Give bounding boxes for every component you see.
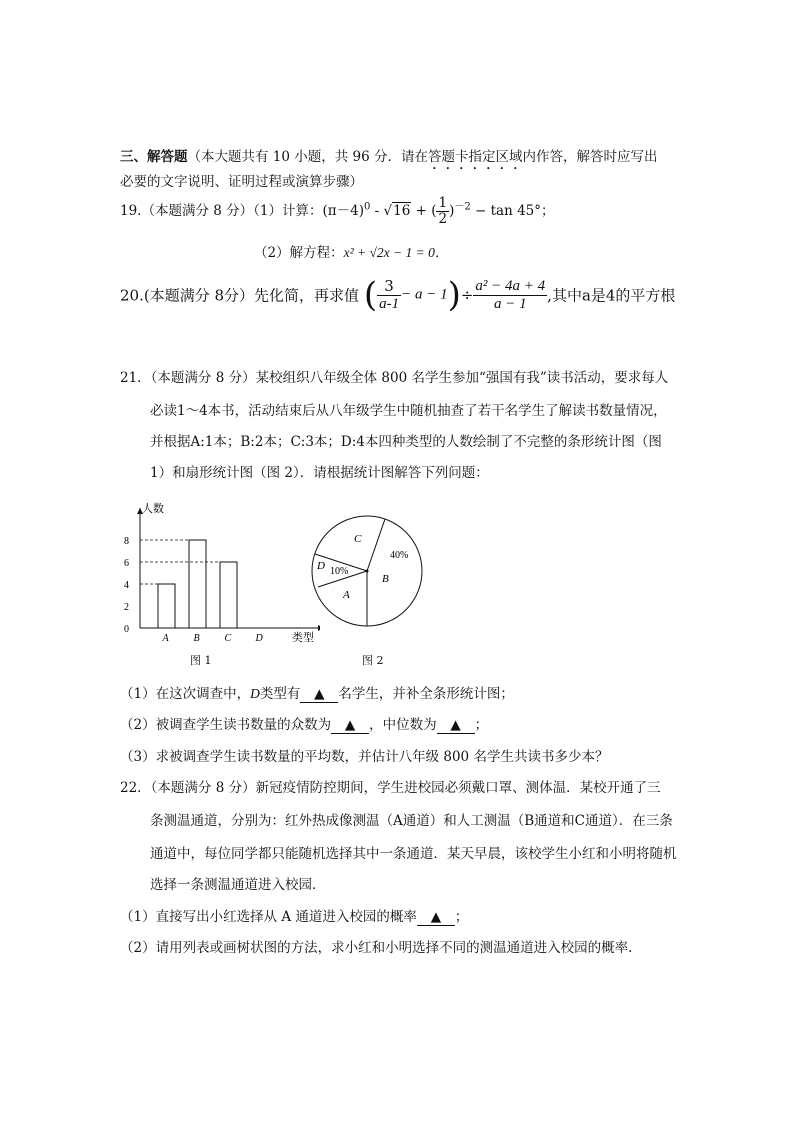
pie-label-c: C — [354, 533, 362, 545]
q19-plus: + ( — [411, 202, 437, 219]
y-tick-label: 2 — [124, 602, 129, 613]
q21-sub2-b: ，中位数为 — [369, 717, 437, 733]
y-tick-label: 4 — [124, 580, 129, 591]
x-axis-label: 类型 — [292, 632, 314, 644]
q20-f1-num: 3 — [377, 278, 401, 296]
section-intro-dotted: 答题卡指定区域 — [428, 149, 523, 165]
q19-minus: - — [370, 202, 384, 219]
y-tick-label: 8 — [124, 536, 129, 547]
q21-sub2-c: ； — [474, 717, 489, 733]
pie-percent-d: 10% — [330, 566, 349, 577]
q22-line3: 通道中，每位同学都只能随机选择其中一条通道．某天早晨，该校学生小红和小明将随机 — [150, 846, 677, 862]
q22-sub1 — [120, 905, 468, 926]
bar-a — [158, 584, 175, 628]
q20-f2-den: a − 1 — [493, 295, 527, 312]
y-tick-label: 6 — [124, 558, 129, 569]
q19-end: ； — [541, 202, 555, 219]
bar-chart — [110, 490, 320, 650]
section-intro-line2: 必要的文字说明、证明过程或演算步骤） — [120, 174, 363, 190]
q19-part2-label: （2）解方程： — [254, 245, 344, 261]
q19-exp-neg2: －2 — [454, 201, 471, 213]
q21-sub1-a: （1）在这次调查中， — [120, 686, 251, 702]
q20-paren-close: ) — [447, 275, 461, 315]
q22-sub1-text: （1）直接写出小红选择从 A 通道进入校园的概率 — [120, 909, 417, 925]
y-axis-label: 人数 — [142, 503, 164, 515]
answer-blank-2[interactable]: ▲ — [331, 717, 369, 734]
q20-label: 20.(本题满分 8分）先化简，再求值 — [120, 286, 360, 305]
fig2-caption: 图 2 — [362, 654, 384, 667]
section-intro-2: 内作答，解答时应写出 — [522, 149, 658, 165]
q22-sub2: （2）请用列表或画树状图的方法，求小红和小明选择不同的测温通道进入校园的概率． — [120, 940, 642, 956]
q20-fraction-1 — [377, 278, 401, 312]
q21-sub1 — [120, 682, 514, 703]
x-tick-label: D — [255, 633, 263, 644]
bar-b — [189, 540, 206, 628]
y-tick-label: 0 — [124, 624, 129, 635]
q19-tan: − tan 45° — [470, 202, 542, 219]
q19-sqrt-arg: 16 — [393, 202, 411, 219]
q21-sub3: （3）求被调查学生读书数量的平均数，并估计八年级 800 名学生共读书多少本？ — [120, 749, 609, 765]
x-tick-label: C — [224, 633, 232, 644]
q20-tail: ,其中a是4的平方根 — [547, 286, 676, 305]
q19-close: ) — [449, 202, 455, 219]
q22-sub1-end: ； — [454, 909, 469, 925]
q19-frac-den: 2 — [438, 210, 448, 227]
q20-f2-num: a² − 4a + 4 — [475, 278, 546, 294]
q22-line4: 选择一条测温通道进入校园． — [150, 877, 326, 893]
pie-chart — [306, 512, 430, 636]
q19-frac-num: 1 — [438, 195, 448, 211]
q22-line2: 条测温通道，分别为：红外热成像测温（A通道）和人工测温（B通道和C通道）．在三条 — [150, 813, 673, 829]
q19-exp0: 0 — [363, 201, 371, 213]
fig1-caption: 图 1 — [190, 654, 212, 667]
x-tick-label: B — [193, 633, 200, 644]
q21-line1: 21．（本题满分 8 分）某校组织八年级全体 800 名学生参加“强国有我”读书活动，要求每人 — [120, 370, 669, 386]
answer-blank-1[interactable]: ▲ — [300, 686, 338, 703]
bar-c — [220, 562, 237, 628]
q20-paren-open: ( — [363, 275, 378, 315]
q21-sub1-b: 类型有 — [259, 686, 301, 702]
answer-blank-3[interactable]: ▲ — [437, 717, 475, 734]
q19-label: 19.（本题满分 8 分）（1）计算：(π－4) — [120, 202, 364, 219]
q19-fraction — [436, 196, 449, 227]
q20-fraction-2 — [473, 278, 547, 312]
q21-sub1-var: D — [250, 686, 260, 701]
q21-line2: 必读1～4本书，活动结束后从八年级学生中随机抽查了若干名学生了解读书数量情况， — [150, 403, 667, 419]
pie-label-a: A — [343, 589, 350, 601]
pie-label-b: B — [382, 573, 389, 585]
q19-part2-eq: x² + √2x − 1 = 0． — [343, 245, 449, 260]
q21-sub2 — [120, 713, 488, 734]
answer-blank-4[interactable]: ▲ — [417, 909, 455, 926]
q20-div: ÷ — [460, 286, 474, 304]
pie-label-d: D — [317, 560, 325, 572]
q20-mid: − a − 1 — [401, 286, 448, 303]
pie-percent-b: 40% — [390, 550, 409, 561]
q20-f1-den: a-1 — [379, 295, 400, 312]
q21-sub1-c: 名学生，并补全条形统计图； — [338, 686, 514, 702]
q21-line4: 1）和扇形统计图（图 2）．请根据统计图解答下列问题： — [150, 465, 489, 481]
q22-line1: 22．（本题满分 8 分）新冠疫情防控期间，学生进校园必须戴口罩、测体温．某校开通了三 — [120, 780, 661, 796]
section-heading-line — [120, 145, 658, 173]
x-tick-label: A — [162, 633, 169, 644]
section-intro-1: （本大题共有 10 小题，共 96 分．请在 — [187, 149, 429, 165]
q19-part2 — [254, 241, 448, 261]
q20-line — [120, 275, 675, 315]
pie-center — [366, 570, 369, 573]
pie-divider-bc — [367, 519, 385, 571]
q19-part1: 19.（本题满分 8 分）（1）计算：$(\pi-4)^0 - √16$ + ( $\frac{1}{2}$ )$^{-2}$ − tan 45°； — [120, 195, 555, 227]
section-heading: 三、解答题 — [120, 149, 188, 165]
q21-sub2-a: （2）被调查学生读书数量的众数为 — [120, 717, 332, 733]
q21-line3: 并根据A:1本；B:2本；C:3本；D:4本四种类型的人数绘制了不完整的条形统计图（图 — [150, 434, 662, 450]
